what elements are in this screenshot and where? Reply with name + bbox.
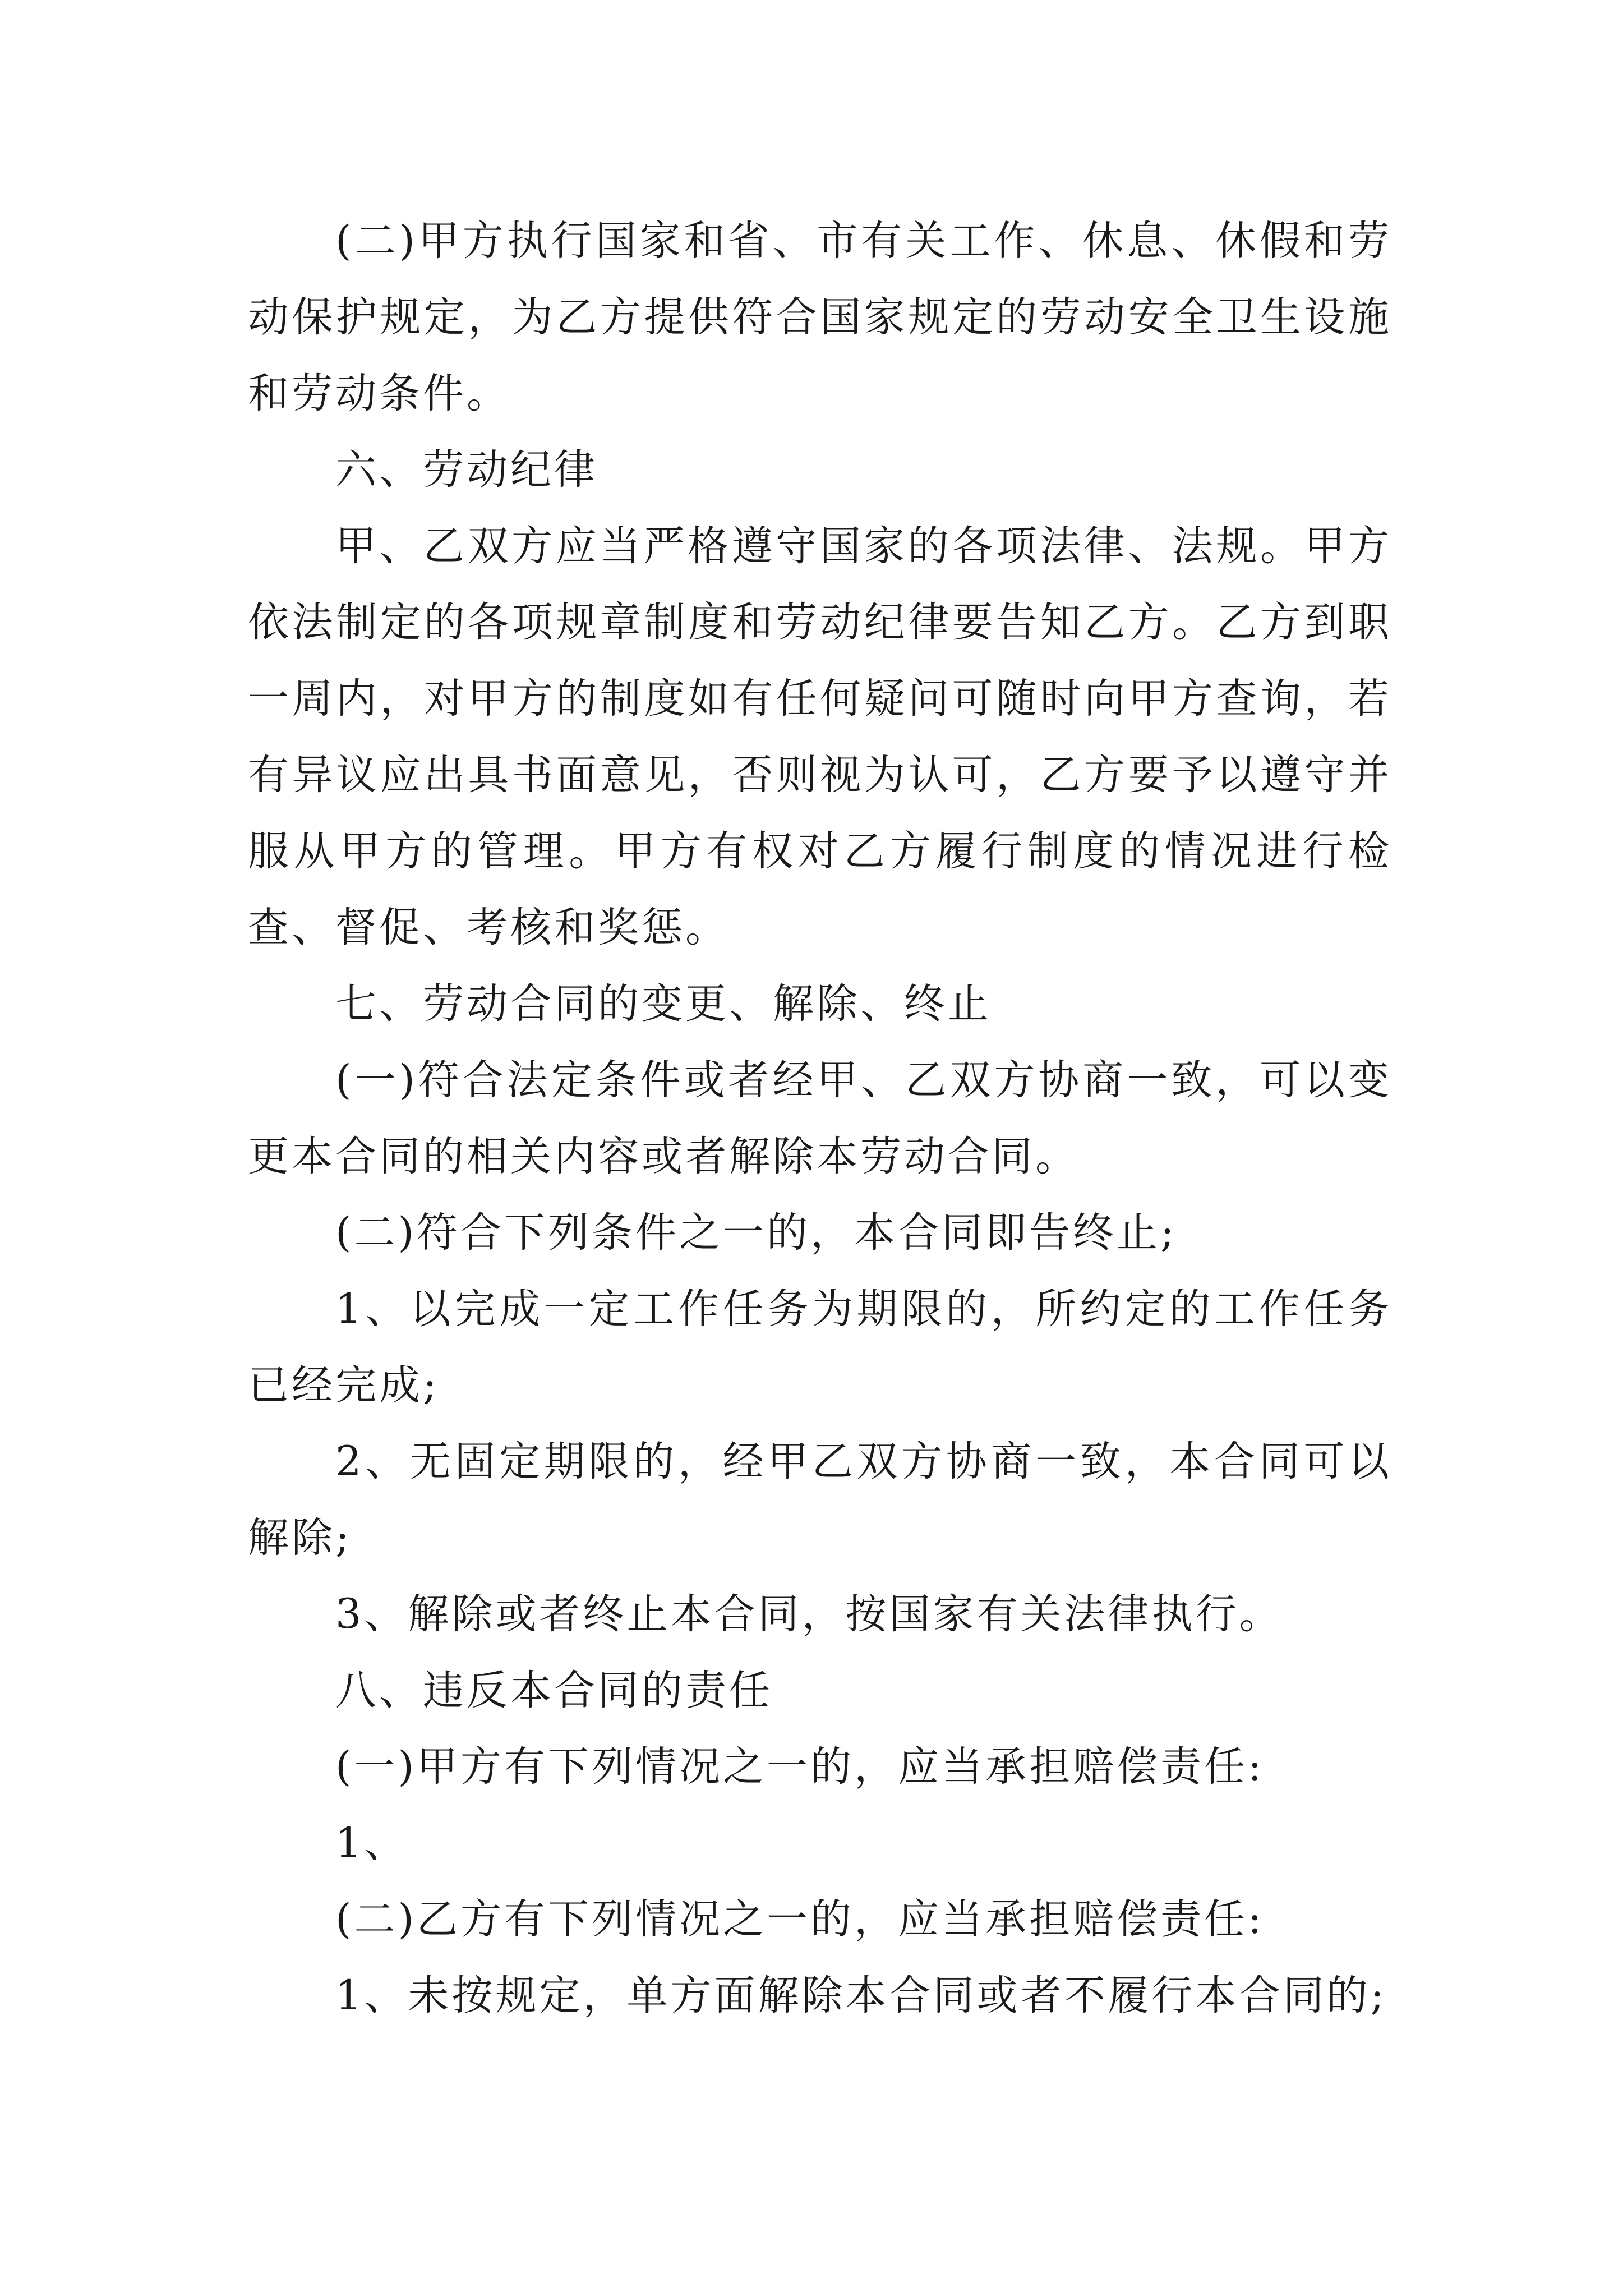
- heading-breach-liability: 八、违反本合同的责任: [335, 1667, 773, 1714]
- paragraph-party-a-liability: (一)甲方有下列情况之一的，应当承担赔偿责任:: [335, 1743, 1265, 1791]
- heading-labor-discipline: 六、劳动纪律: [335, 446, 598, 494]
- list-item-party-b-1: 1、未按规定，单方面解除本合同或者不履行本合同的;: [335, 1972, 1387, 2019]
- list-item-termination-1: 1、以完成一定工作任务为期限的，所约定的工作任务已经完成;: [248, 1285, 1392, 1409]
- paragraph-work-protection: (二)甲方执行国家和省、市有关工作、休息、休假和劳动保护规定，为乙方提供符合国家规定的劳动安全卫生设施和劳动条件。: [248, 217, 1392, 417]
- document-body: [248, 203, 1392, 2034]
- paragraph-party-b-liability: (二)乙方有下列情况之一的，应当承担赔偿责任:: [335, 1895, 1265, 1943]
- list-item-party-a-1: 1、: [335, 1819, 408, 1867]
- paragraph-change-conditions: (一)符合法定条件或者经甲、乙双方协商一致，可以变更本合同的相关内容或者解除本劳动合同。: [248, 1056, 1392, 1180]
- list-item-termination-3: 3、解除或者终止本合同，按国家有关法律执行。: [335, 1590, 1283, 1638]
- paragraph-termination-conditions: (二)符合下列条件之一的，本合同即告终止;: [335, 1209, 1177, 1257]
- paragraph-discipline-rules: 甲、乙双方应当严格遵守国家的各项法律、法规。甲方依法制定的各项规章制度和劳动纪律要告知乙方。乙方到职一周内，对甲方的制度如有任何疑问可随时向甲方查询，若有异议应出具书面意见，否则视为认可，乙方要予以遵守并服从甲方的管理。甲方有权对乙方履行制度的情况进行检查、督促、考核和奖惩。: [248, 522, 1392, 951]
- list-item-termination-2: 2、无固定期限的，经甲乙双方协商一致，本合同可以解除;: [248, 1438, 1392, 1562]
- heading-contract-change: 七、劳动合同的变更、解除、终止: [335, 980, 992, 1028]
